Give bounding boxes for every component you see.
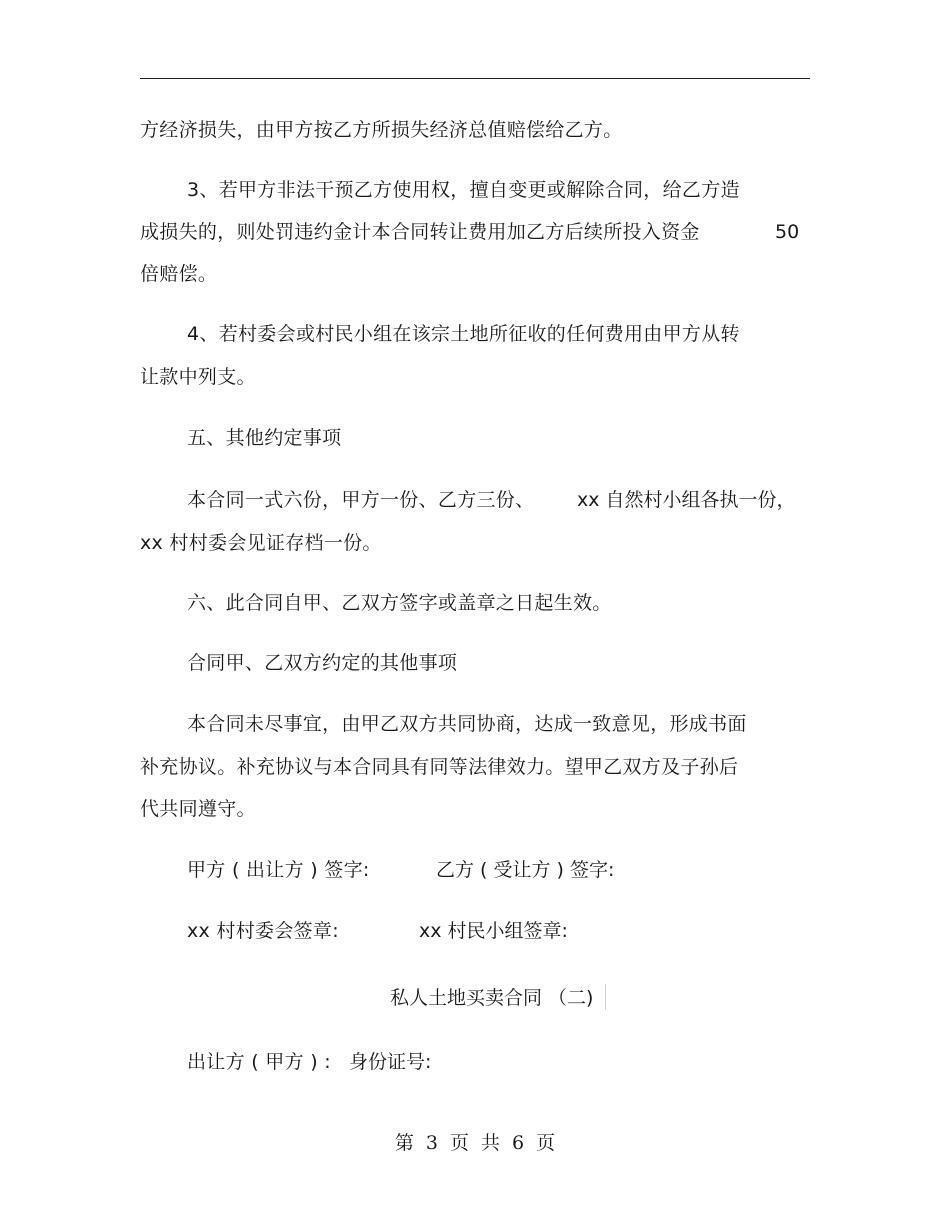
effective-clause: 六、此合同自甲、乙双方签字或盖章之日起生效。: [187, 592, 612, 614]
clause-3-line: 倍赔偿。: [140, 263, 218, 285]
paragraph-line: 方经济损失，由甲方按乙方所损失经济总值赔偿给乙方。: [140, 119, 623, 141]
villager-group-seal-label: xx 村民小组签章:: [419, 920, 568, 942]
party-a-signature-label: 甲方 ( 出让方 ) 签字:: [187, 859, 370, 881]
copies-line: 本合同一式六份，甲方一份、乙方三份、: [187, 489, 535, 511]
second-contract-title: 私人土地买卖合同 （二): [390, 987, 594, 1009]
clause-3-line: 成损失的，则处罚违约金计本合同转让费用加乙方后续所投入资金: [140, 221, 700, 243]
clause-4-line: 让款中列支。: [140, 366, 256, 388]
section-heading: 合同甲、乙双方约定的其他事项: [187, 652, 458, 674]
village-committee-seal-label: xx 村村委会签章:: [187, 920, 339, 942]
id-number-label: 身份证号:: [349, 1051, 432, 1073]
copies-line-cont: xx 自然村小组各执一份，: [577, 489, 796, 511]
text-cursor: [605, 984, 606, 1010]
supplement-line: 本合同未尽事宜，由甲乙双方共同协商，达成一致意见，形成书面: [187, 713, 747, 735]
penalty-multiplier: 50: [775, 221, 800, 243]
section-heading: 五、其他约定事项: [187, 427, 342, 449]
header-rule: [140, 78, 810, 79]
copies-line: xx 村村委会见证存档一份。: [140, 532, 382, 554]
supplement-line: 补充协议。补充协议与本合同具有同等法律效力。望甲乙双方及子孙后: [140, 756, 739, 778]
clause-3-line: 3、若甲方非法干预乙方使用权，擅自变更或解除合同，给乙方造: [187, 179, 740, 201]
party-b-signature-label: 乙方 ( 受让方 ) 签字:: [436, 859, 615, 881]
supplement-line: 代共同遵守。: [140, 798, 256, 820]
page-number-footer: 第 3 页 共 6 页: [394, 1132, 556, 1154]
transferor-label: 出让方 ( 甲方 ) :: [187, 1051, 331, 1073]
clause-4-line: 4、若村委会或村民小组在该宗土地所征收的任何费用由甲方从转: [187, 323, 740, 345]
